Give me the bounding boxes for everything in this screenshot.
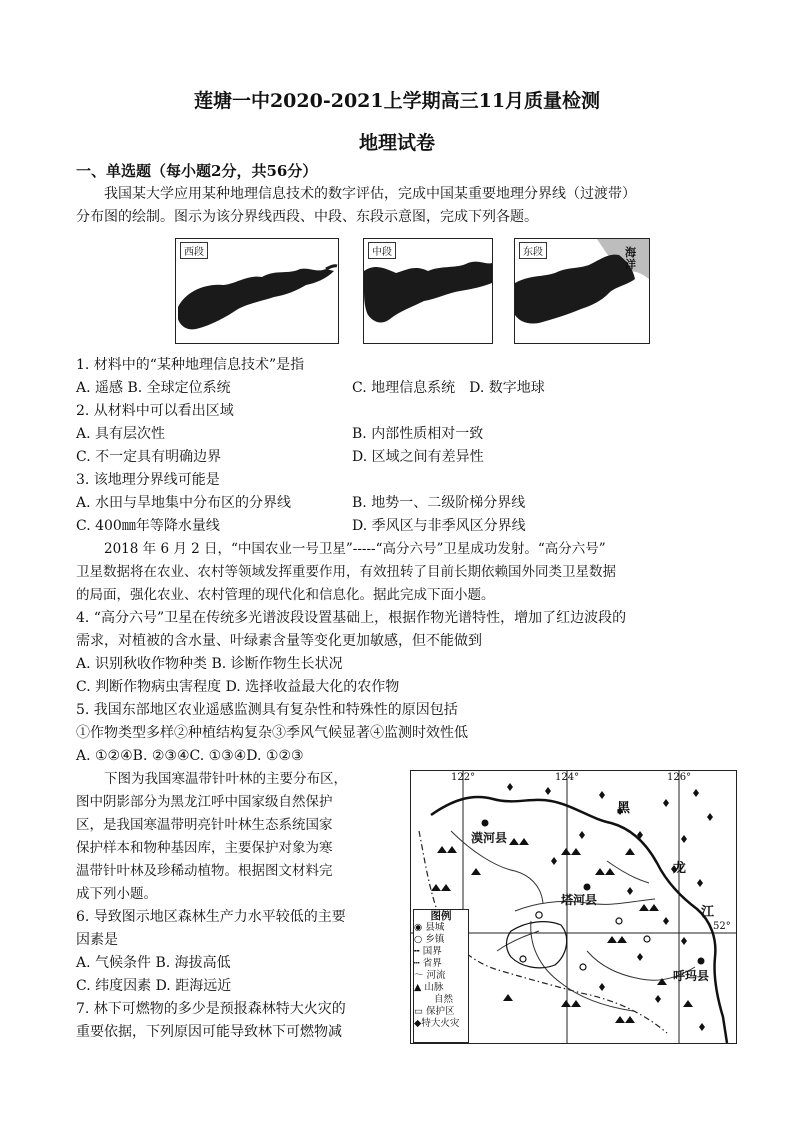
- intro1-line2: 分布图的绘制。图示为该分界线西段、中段、东段示意图，完成下列各题。: [76, 209, 538, 225]
- intro2-line1: 2018 年 6 月 2 日，“中国农业一号卫星”-----“高分六号”卫星成功发射。“高分六号”: [104, 541, 606, 557]
- q5-items: ①作物类型多样②种植结构复杂③季风气候显著④监测时效性低: [76, 725, 468, 741]
- legend-row-river: [414, 970, 468, 982]
- q4-options-cd: C. 判断作物病虫害程度 D. 选择收益最大化的农作物: [76, 679, 400, 695]
- q3-option-b: B. 地势一、二级阶梯分界线: [352, 495, 526, 511]
- reserve-box-icon: ▭: [414, 1006, 423, 1017]
- q3-option-d: D. 季风区与非季风区分界线: [352, 518, 526, 534]
- q1-stem: 1. 材料中的“某种地理信息技术”是指: [76, 357, 305, 373]
- q3-option-c: C. 400㎜年等降水量线: [76, 518, 220, 534]
- west-label: 西段: [180, 242, 208, 259]
- intro3-line5: 温带针叶林及珍稀动植物。根据图文材料完: [76, 863, 333, 879]
- q5-options: A. ①②④B. ②③④C. ①③④D. ①②③: [76, 748, 304, 764]
- river-label-hei: 黑: [617, 801, 631, 816]
- forest-map: [410, 770, 737, 1044]
- q2-option-d: D. 区域之间有差异性: [352, 449, 484, 465]
- east-label: 东段: [519, 242, 547, 259]
- map-legend: [413, 909, 469, 1043]
- q2-option-a: A. 具有层次性: [76, 426, 166, 442]
- q4-options-ab: A. 识别秋收作物种类 B. 诊断作物生长状况: [76, 656, 343, 672]
- intro3-line3: 区，是我国寒温带明亮针叶林生态系统国家: [76, 817, 333, 833]
- q1-options-ab: A. 遥感 B. 全球定位系统: [76, 380, 231, 396]
- q5-stem: 5. 我国东部地区农业遥感监测具有复杂性和特殊性的原因包括: [76, 702, 458, 718]
- q6-stem-line2: 因素是: [76, 932, 118, 948]
- section-heading: 一、单选题（每小题2分，共56分）: [76, 162, 318, 180]
- figure-east-segment: [514, 238, 650, 344]
- county-huma-label: 呼玛县: [673, 969, 710, 983]
- national-border-icon: ╍: [414, 946, 420, 957]
- figure-middle-segment: [363, 238, 493, 344]
- legend-fire-text: 特大火灾: [421, 1018, 460, 1029]
- legend-national-text: 国界: [422, 946, 442, 957]
- county-mohe-label: 漠河县: [471, 831, 508, 845]
- river-label-jiang: 江: [701, 905, 715, 920]
- legend-row-fire: [414, 1018, 468, 1030]
- intro2-line2: 卫星数据将在农业、农村等领域发挥重要作用，有效扭转了目前长期依赖国外同类卫星数据: [76, 564, 616, 580]
- legend-row-county: [414, 922, 468, 934]
- page-subtitle: 地理试卷: [358, 132, 435, 154]
- q6-options-ab: A. 气候条件 B. 海拔高低: [76, 955, 231, 971]
- intro3-line6: 成下列小题。: [76, 886, 157, 902]
- legend-province-text: 省界: [422, 958, 442, 969]
- legend-reserve-line1: 自然: [434, 994, 454, 1005]
- county-symbol-icon: ◉: [414, 922, 423, 933]
- province-border-icon: ┅: [414, 958, 420, 969]
- q3-stem: 3. 该地理分界线可能是: [76, 472, 220, 488]
- fire-marker-icon: ◆: [414, 1018, 422, 1029]
- intro3-line4: 保护样本和物种基因库，主要保护对象为寒: [76, 840, 333, 856]
- lon-124-label: 124°: [555, 772, 580, 783]
- river-icon: 〜: [414, 970, 424, 981]
- q2-stem: 2. 从材料中可以看出区域: [76, 403, 234, 419]
- mountain-icon: ▲: [414, 982, 422, 993]
- legend-river-text: 河流: [426, 970, 446, 981]
- q3-option-a: A. 水田与旱地集中分布区的分界线: [76, 495, 292, 511]
- q4-stem-line1: 4. “高分六号”卫星在传统多光谱波段设置基础上，根据作物光谱特性，增加了红边波段的: [76, 610, 627, 626]
- intro3-line2: 图中阴影部分为黑龙江呼中国家级自然保护: [76, 794, 333, 810]
- q2-option-c: C. 不一定具有明确边界: [76, 449, 222, 465]
- sea-label: 海洋: [625, 246, 636, 271]
- town-symbol-icon: ○: [414, 934, 423, 945]
- figure-west-segment: [175, 238, 339, 344]
- page-title: 莲塘一中2020-2021上学期高三11月质量检测: [193, 90, 601, 112]
- legend-row-reserve: [414, 1006, 468, 1018]
- lon-126-label: 126°: [667, 772, 692, 783]
- legend-title: 图例: [430, 910, 452, 922]
- lon-122-label: 122°: [451, 772, 476, 783]
- q1-options-cd: C. 地理信息系统 D. 数字地球: [352, 380, 545, 396]
- q2-option-b: B. 内部性质相对一致: [352, 426, 484, 442]
- river-label-long: 龙: [673, 861, 687, 876]
- middle-label: 中段: [368, 242, 396, 259]
- legend-row-town: [414, 934, 468, 946]
- intro2-line3: 的局面，强化农业、农村管理的现代化和信息化。据此完成下面小题。: [76, 587, 495, 603]
- legend-county-text: 县城: [425, 922, 445, 933]
- intro1-line1: 我国某大学应用某种地理信息技术的数字评估，完成中国某重要地理分界线（过渡带）: [104, 186, 636, 202]
- county-tahe-label: 塔河县: [561, 893, 598, 907]
- q7-stem-line2: 重要依据，下列原因可能导致林下可燃物减: [76, 1024, 342, 1040]
- legend-row-national: [414, 946, 468, 958]
- intro3-line1: 下图为我国寒温带针叶林的主要分布区，: [104, 771, 347, 787]
- legend-town-text: 乡镇: [425, 934, 445, 945]
- q7-stem-line1: 7. 林下可燃物的多少是预报森林特大火灾的: [76, 1001, 346, 1017]
- legend-mountain-text: 山脉: [424, 982, 444, 993]
- legend-reserve-text: 保护区: [426, 1006, 455, 1017]
- q6-stem-line1: 6. 导致图示地区森林生产力水平较低的主要: [76, 909, 346, 925]
- legend-row-province: [414, 958, 468, 970]
- q6-options-cd: C. 纬度因素 D. 距海远近: [76, 978, 232, 994]
- legend-row-mountain: [414, 982, 468, 994]
- lat-52-label: 52°: [713, 921, 731, 932]
- q4-stem-line2: 需求，对植被的含水量、叶绿素含量等变化更加敏感，但不能做到: [76, 633, 482, 649]
